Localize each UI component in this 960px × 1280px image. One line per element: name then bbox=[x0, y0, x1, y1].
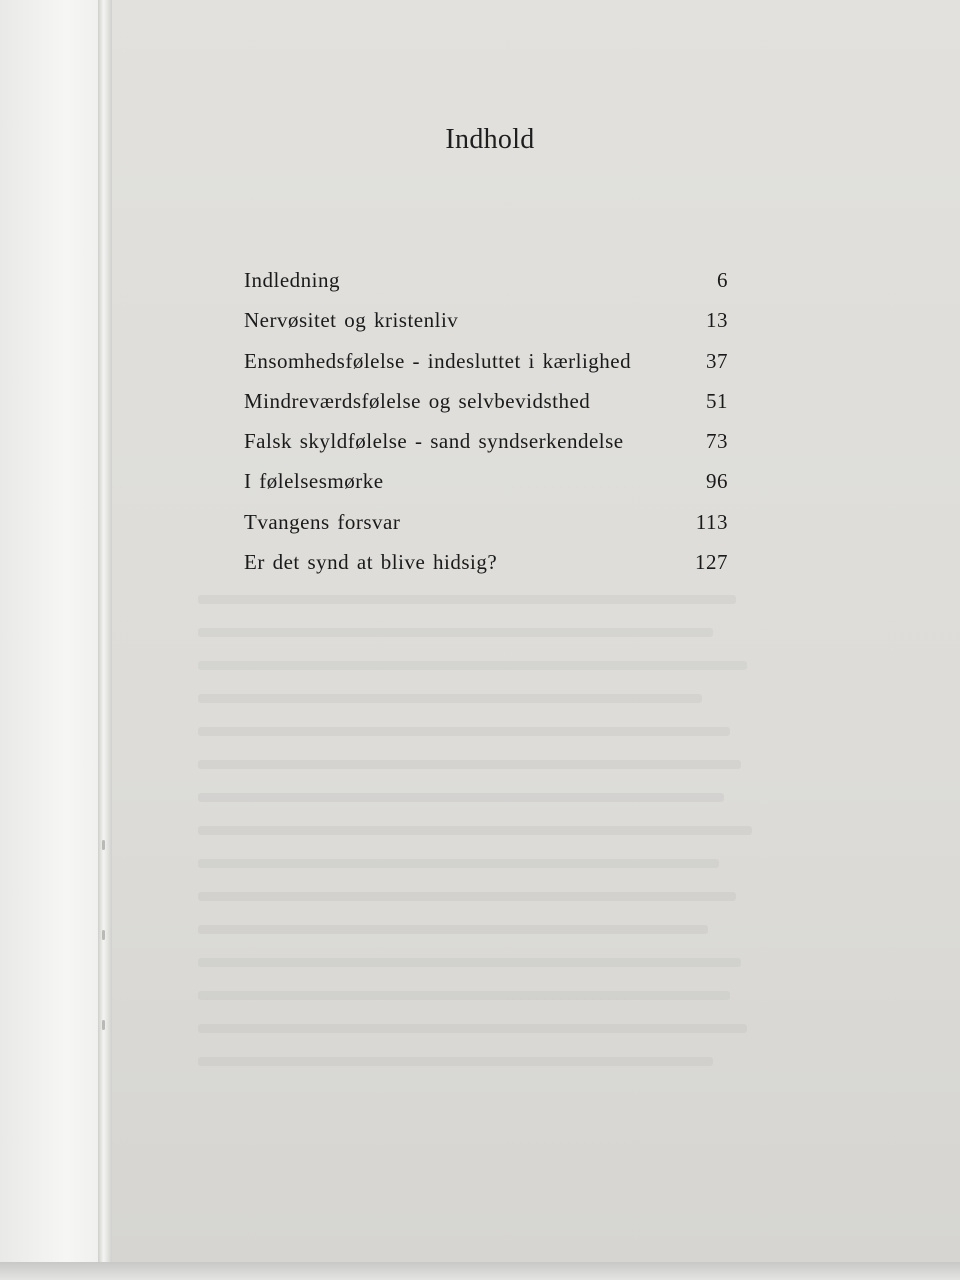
show-through-line bbox=[198, 892, 736, 901]
toc-entry bbox=[244, 268, 728, 308]
toc-entry bbox=[244, 550, 728, 590]
toc-entry bbox=[244, 510, 728, 550]
previous-page-edge bbox=[0, 0, 110, 1262]
show-through-line bbox=[198, 958, 741, 967]
toc-entry-title: Falsk skyldfølelse - sand syndserkendelse bbox=[244, 429, 624, 454]
toc-entry bbox=[244, 389, 728, 429]
toc-entry-page: 127 bbox=[695, 550, 728, 575]
toc-entry-page: 13 bbox=[706, 308, 728, 333]
show-through-line bbox=[198, 1024, 747, 1033]
toc-entry-page: 6 bbox=[717, 268, 728, 292]
page-bottom-shadow bbox=[0, 1262, 960, 1280]
show-through-line bbox=[198, 727, 730, 736]
binding-stitch bbox=[102, 1020, 105, 1030]
binding-stitch bbox=[102, 840, 105, 850]
show-through-line bbox=[198, 595, 736, 604]
toc-title: Indhold bbox=[445, 124, 535, 155]
show-through-line bbox=[198, 826, 752, 835]
toc-entry bbox=[244, 308, 728, 348]
toc-entry bbox=[244, 349, 728, 389]
toc-entry-title: Nervøsitet og kristenliv bbox=[244, 308, 459, 333]
toc-entry-page: 37 bbox=[706, 348, 728, 373]
show-through-line bbox=[198, 661, 747, 670]
show-through-text bbox=[198, 595, 758, 1095]
book-binding bbox=[98, 0, 112, 1270]
toc-entry-title: I følelsesmørke bbox=[244, 469, 384, 494]
toc-entry-title: Tvangens forsvar bbox=[244, 509, 401, 534]
toc-entry bbox=[244, 469, 728, 509]
toc-entry-page: 113 bbox=[695, 509, 728, 534]
toc-entry-page: 51 bbox=[706, 388, 728, 413]
show-through-line bbox=[198, 694, 702, 703]
show-through-line bbox=[198, 991, 730, 1000]
toc-entry-page: 96 bbox=[706, 469, 728, 494]
show-through-line bbox=[198, 859, 719, 868]
toc-list bbox=[244, 268, 728, 590]
toc-entry-page: 73 bbox=[706, 429, 728, 454]
show-through-line bbox=[198, 628, 713, 637]
toc-entry-title: Er det synd at blive hidsig? bbox=[244, 550, 498, 575]
binding-stitch bbox=[102, 930, 105, 940]
toc-entry-title: Indledning bbox=[244, 268, 340, 292]
show-through-line bbox=[198, 1057, 713, 1066]
toc-entry-title: Mindreværdsfølelse og selvbevidsthed bbox=[244, 388, 591, 413]
show-through-line bbox=[198, 760, 741, 769]
toc-entry-title: Ensomhedsfølelse - indesluttet i kærlighed bbox=[244, 348, 632, 373]
toc-entry bbox=[244, 429, 728, 469]
show-through-line bbox=[198, 793, 724, 802]
show-through-line bbox=[198, 925, 708, 934]
